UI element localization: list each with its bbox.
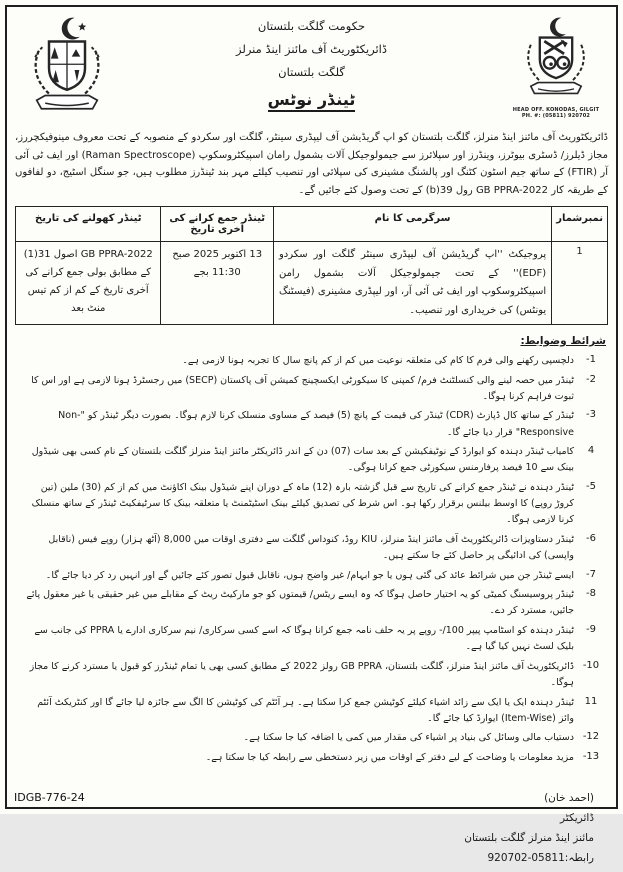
tender-table	[15, 206, 608, 325]
intro-paragraph: ڈائریکٹوریٹ آف مائنز اینڈ منرلز، گلگت بلتستان کو اپ گریڈیشن آف لیپڈری سینٹر، گلگت اور سکردو کے منصوبہ کے تحت معروف مینوفیکچررز، مجاز ڈیلرز/ ڈسٹری بیوٹرز، وینڈرز اور سپلائرز سے جیمولوجیکل آلات بشمول رامان اسپیکٹروسکوپ (Raman Spectroscope) اور ایف ٹی آئی آر (FTIR) کے ساتھ جیم اسٹون کٹنگ اور پالشنگ مشینری کی سپلائی اور تنصیب کیلئے مہر بند ٹینڈرز مطلوب ہیں، جو سنگل اسٹیج، دو لفافوں کے طریقہ کار GB PPRA-2022 رول 39(b) کے تحت وصول کئے جائیں گے۔	[15, 132, 608, 196]
signatory-organization: مائنز اینڈ منرلز گلگت بلتستان	[464, 831, 594, 844]
terms-heading: شرائط وضوابط:	[520, 335, 606, 347]
term-number: -2	[586, 373, 596, 385]
term-number: -10	[582, 659, 600, 671]
term-text: ٹینڈر دستاویزات ڈائریکٹوریٹ آف مائنز اینڈ منرلز، KIU روڈ، کنوداس گلگت سے دفتری اوقات میں 8,000 (آٹھ ہزار) روپے فیس (ناقابل واپسی) کی ادائیگی پر حاصل کئے جا سکتے ہیں۔	[48, 533, 574, 562]
contact-number: رابطہ:05811-920702	[487, 851, 594, 864]
term-item	[15, 373, 608, 405]
gilgit-baltistan-crest-icon	[19, 15, 115, 123]
term-text: مزید معلومات یا وضاحت کے لیے دفتر کے اوقات میں زیر دستخطی سے رابطہ کیا جا سکتا ہے۔	[205, 752, 574, 764]
right-emblem-caption-line2: PH. #: (05811) 920702	[521, 113, 591, 120]
directorate-line: ڈائریکٹوریٹ آف مائنز اینڈ منرلز	[235, 42, 388, 56]
term-number: -9	[586, 624, 596, 636]
table-row	[16, 242, 608, 325]
term-item	[15, 480, 608, 528]
column-header-opening-date: ٹینڈر کھولنے کی تاریخ	[16, 207, 161, 242]
term-item	[15, 623, 608, 655]
term-number: 4	[587, 445, 595, 457]
term-item	[15, 659, 608, 691]
term-item	[15, 730, 608, 746]
term-text: ڈائریکٹوریٹ آف مائنز اینڈ منرلز، گلگت بلتستان، GB PPRA رولز 2022 کے مطابق کسی بھی یا تمام ٹینڈرز کو قبول یا مسترد کرنے کا مجاز ہوگا۔	[29, 660, 574, 689]
page-title: ٹینڈر نوٹس	[268, 90, 356, 112]
term-number: -6	[586, 532, 596, 544]
term-text: ٹینڈر پروسیسنگ کمیٹی کو یہ اختیار حاصل ہوگا کہ وہ ایسے ریٹس/ قیمتوں کو جو مارکیٹ ریٹ کے مقابلے میں غیر حقیقی یا غیر معقول پائے جائیں، مسترد کر دے۔	[26, 589, 574, 617]
column-header-serial: نمبرشمار	[552, 207, 608, 242]
right-emblem-caption-line1: HEAD OFF. KONODAS, GILGIT	[512, 107, 600, 113]
signature-block	[15, 792, 608, 872]
page-border-frame	[5, 5, 618, 864]
term-number: -5	[586, 480, 596, 492]
term-text: ٹینڈر کے ساتھ کال ڈپازٹ (CDR) ٹینڈر کی قیمت کے پانچ (5) فیصد کے مساوی منسلک کرنا لازم ہوگا۔ بصورت دیگر ٹینڈر کو "Non-Responsive" قرار دیا جائے گا۔	[58, 410, 574, 438]
term-text: ٹینڈر دہندہ نے ٹینڈر جمع کرانے کی تاریخ سے قبل گزشتہ بارہ (12) ماہ کے دوران اپنے شیڈول بینک اکاؤنٹ میں کم از کم (30) ملین (تین کروڑ روپے) کا اوسط بیلنس برقرار رکھا ہو۔ اس شرط کی تصدیق کیلئے بینک اسٹیٹمنٹ یا متعلقہ بینک کا سرٹیفکیٹ ٹینڈر کے ساتھ منسلک کرنا لازمی ہوگا۔	[31, 481, 574, 526]
term-number: -3	[586, 409, 596, 421]
column-header-activity: سرگرمی کا نام	[273, 207, 551, 242]
term-text: ٹینڈر میں حصہ لینے والی کنسلٹنٹ فرم/ کمپنی کا سیکورٹی ایکسچینج کمیشن آف پاکستان (SECP) میں رجسٹرڈ ہونا لازمی ہے اور اس کا ثبوت فراہم کرنا ہوگا۔	[31, 374, 574, 402]
term-item	[15, 750, 608, 766]
cell-activity: پروجیکٹ ''اپ گریڈیشن آف لیپڈری سینٹر گلگت اور سکردو (EDF)'' کے تحت جیمولوجیکل آلات بشمول رامن اسپیکٹروسکوپ اور ایف ٹی آئی آر، اور لیپڈری مشینری (فیسٹنگ یونٹس) کی خریداری اور تنصیب۔	[273, 242, 551, 325]
cell-submission-date: 13 اکتوبر 2025 صبح 11:30 بجے	[161, 242, 273, 325]
column-header-submission-date: ٹینڈر جمع کرانے کی آخری تاریخ	[161, 207, 273, 242]
header-titles	[119, 13, 504, 112]
right-emblem-box	[504, 13, 608, 120]
term-item	[15, 695, 608, 727]
terms-list	[15, 353, 608, 770]
term-number: -13	[582, 751, 600, 763]
term-item	[15, 408, 608, 440]
cell-serial: 1	[552, 242, 608, 325]
left-emblem-box	[15, 13, 119, 123]
term-text: دستیاب مالی وسائل کی بنیاد پر اشیاء کی مقدار میں کمی یا اضافہ کیا جا سکتا ہے۔	[243, 732, 574, 744]
term-text: ٹینڈر دہندہ کو اسٹامپ پیپر 100/- روپے پر یہ حلف نامہ جمع کرانا ہوگا کہ اسے کسی سرکاری/ نیم سرکاری ادارے یا PPRA کی جانب سے بلیک لسٹ نہیں کیا گیا ہے۔	[34, 625, 574, 653]
government-line: حکومت گلگت بلتستان	[257, 19, 366, 33]
term-item	[15, 568, 608, 584]
table-header-row	[16, 207, 608, 242]
term-text: دلچسپی رکھنے والی فرم کا کام کی متعلقہ نوعیت میں کم از کم پانچ سال کا تجربہ ہونا لازمی ہے۔	[182, 355, 574, 366]
cell-opening-date: GB PPRA-2022 اصول 31(1) کے مطابق بولی جمع کرانے کی آخری تاریخ کے کم از کم تیس منٹ بعد	[16, 242, 161, 325]
term-item	[15, 532, 608, 564]
header	[15, 13, 608, 125]
term-number: -8	[586, 588, 596, 600]
term-item	[15, 353, 608, 369]
region-line: گلگت بلتستان	[278, 65, 345, 79]
signatory-title: ڈائریکٹر	[560, 811, 594, 824]
term-number: 11	[584, 695, 598, 707]
reference-code: IDGB-776-24	[14, 791, 85, 804]
term-number: -7	[586, 568, 596, 580]
term-text: کامیاب ٹینڈر دہندہ کو ایوارڈ کے نوٹیفکیشن کے بعد سات (07) دن کے اندر ڈائریکٹر مائنز اینڈ منرلز گلگت بلتستان کے نام کسی بھی شیڈول بینک سے 10 فیصد پرفارمنس سیکورٹی جمع کرانا ہوگی۔	[31, 446, 574, 474]
mines-minerals-crest-icon	[511, 15, 601, 107]
term-number: -1	[586, 354, 596, 365]
signatory-name: (احمد خان)	[544, 791, 594, 804]
term-item	[15, 444, 608, 476]
term-item	[15, 587, 608, 619]
term-number: -12	[582, 731, 600, 743]
term-text: ٹینڈر دہندہ ایک یا ایک سے زائد اشیاء کیلئے کوٹیشن جمع کرا سکتا ہے۔ ہر آئٹم کی کوٹیشن کا الگ سے جائزہ لیا جائے گا اور کنٹریکٹ آئٹم وائز (Item-Wise) ایوارڈ کیا جائے گا۔	[37, 696, 574, 724]
term-text: ایسے ٹینڈر جن میں شرائط عائد کی گئی ہوں یا جو ابہام/ غیر واضح ہوں، ناقابل قبول تصور کئے جائیں گے اور انہیں رد کر دیا جائے گا۔	[45, 569, 574, 581]
